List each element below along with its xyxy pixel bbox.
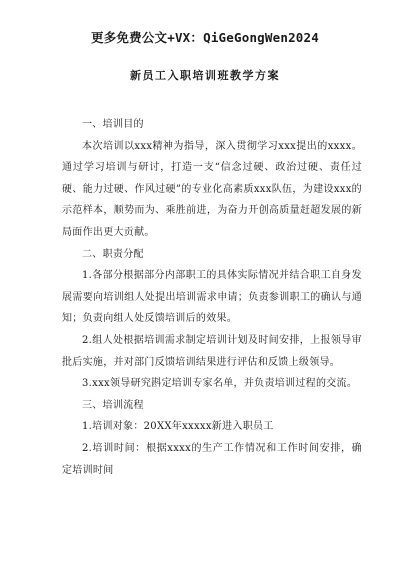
document-body (62, 114, 362, 481)
paragraph: 3.xxx领导研究斟定培训专家名单，并负责培训过程的交流。 (82, 378, 358, 390)
document-title: 新员工入职培训班教学方案 (130, 69, 280, 82)
promo-banner: 更多免费公文+VX：QiGeGongWen2024 (91, 30, 319, 45)
section-heading: 二、职责分配 (82, 248, 144, 260)
section-heading: 一、培训目的 (82, 119, 144, 130)
paragraph: 本次培训以xxx精神为指导，深入贯彻学习xxx提出的xxxx。通过学习培训与研讨，打造一支“信念过硬、政治过硬、责任过硬、能力过硬、作风过硬”的专业化高素质xxx队伍，为建设xxx的示范样本，顺势而为、乘胜前进，为奋力开创高质量赶超发展的新局面作出更大贡献。 (62, 140, 362, 238)
paragraph: 2.组人处根据培训需求制定培训计划及时间安排，上报领导审批后实施，并对部门反馈培训结果进行评估和反馈上级领导。 (62, 334, 362, 368)
paragraph: 2.培训时间：根据xxxx的生产工作情况和工作时间安排，确定培训时间 (62, 442, 362, 476)
paragraph: 1.各部分根据部分内部职工的具体实际情况并结合职工自身发展需要向培训组人处提出培训需求申请；负责参训职工的确认与通知；负责向组人处反馈培训后的效果。 (62, 270, 362, 325)
paragraph: 1.培训对象：20XX年xxxxx新进入职员工 (82, 421, 274, 433)
section-heading: 三、培训流程 (82, 399, 144, 411)
